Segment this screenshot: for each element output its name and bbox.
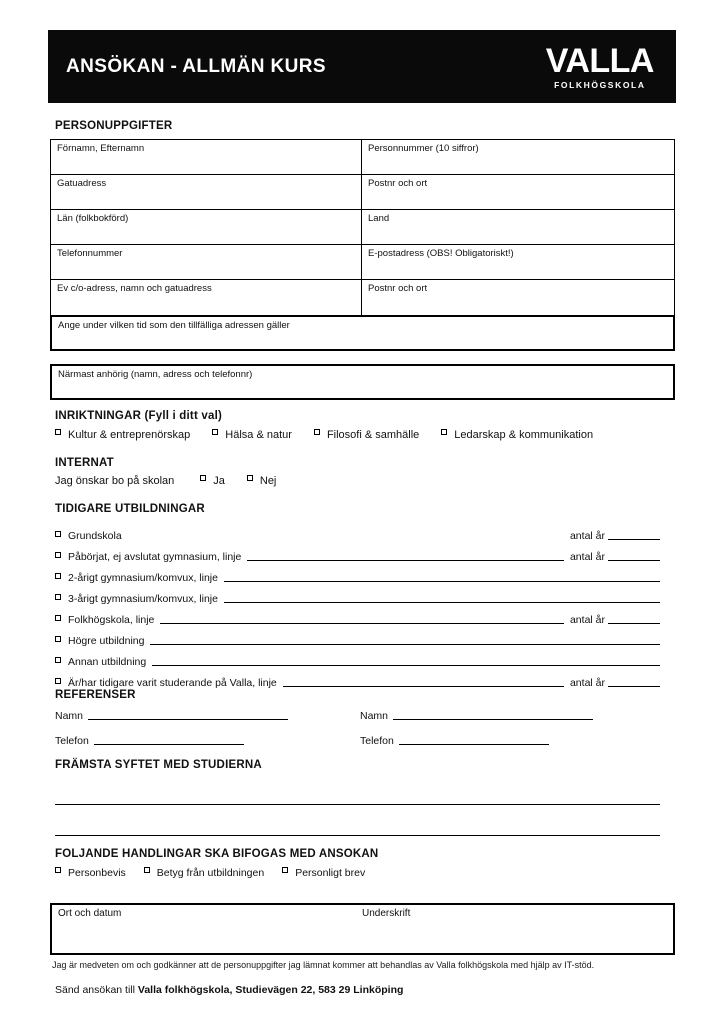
signature-field[interactable]: Underskrift xyxy=(362,908,411,919)
option-ja[interactable] xyxy=(200,475,225,487)
linje-input-line[interactable] xyxy=(283,686,564,687)
consent-text: Jag är medveten om och godkänner att de personuppgifter jag lämnat kommer att behandlas av Valla folkhögskola med hjälp av IT-stöd. xyxy=(52,960,595,970)
section-heading-bifogade-handlingar: FOLJANDE HANDLINGAR SKA BIFOGAS MED ANSOKAN xyxy=(55,848,379,860)
logo-wordmark: VALLA xyxy=(545,41,654,80)
years-label: antal år xyxy=(569,551,605,563)
boarding-question: Jag önskar bo på skolan xyxy=(55,475,175,487)
option-filosofi-samhalle[interactable] xyxy=(314,429,419,441)
logo-subtitle: FOLKHÖGSKOLA xyxy=(554,79,646,90)
checkbox-annan-utbildning[interactable] xyxy=(55,657,61,663)
option-personligt-brev[interactable] xyxy=(282,867,365,879)
years-label: antal år xyxy=(569,530,605,542)
option-label: Betyg från utbildningen xyxy=(156,867,265,879)
field-label: Närmast anhörig (namn, adress och telefonnr) xyxy=(58,369,253,380)
education-label: Folkhögskola, linje xyxy=(68,614,155,626)
field-label: Ev c/o-adress, namn och gatuadress xyxy=(57,283,212,294)
checkbox-paborjat-gymnasium[interactable] xyxy=(55,552,61,558)
checkbox-kultur-entreprenorskap[interactable] xyxy=(55,429,61,435)
field-co-postnr-ort[interactable] xyxy=(362,280,674,315)
form-content xyxy=(50,120,675,996)
education-label: Är/har tidigare varit studerande på Valla, linje xyxy=(68,677,277,689)
option-label: Kultur & entreprenörskap xyxy=(68,429,191,441)
section-heading-internat: INTERNAT xyxy=(55,457,114,469)
field-label: Förnamn, Efternamn xyxy=(57,143,145,154)
education-row-grundskola xyxy=(55,521,660,542)
option-nej[interactable] xyxy=(247,475,277,487)
antal-ar-input-line[interactable] xyxy=(608,686,660,687)
personal-info-table xyxy=(50,139,675,316)
checkbox-ja[interactable] xyxy=(200,475,206,481)
form-title: ANSÖKAN - ALLMÄN KURS xyxy=(66,55,326,77)
option-personbevis[interactable] xyxy=(55,867,126,879)
option-halsa-natur[interactable] xyxy=(212,429,292,441)
phone-label: Telefon xyxy=(55,735,89,747)
section-heading-framsta-syftet: FRÄMSTA SYFTET MED STUDIERNA xyxy=(55,759,262,771)
antal-ar-input-line[interactable] xyxy=(608,560,660,561)
section-heading-referenser: REFERENSER xyxy=(55,689,136,701)
valla-logo xyxy=(545,41,654,90)
education-row-3arigt-gymnasium xyxy=(55,584,660,605)
name-input-line[interactable] xyxy=(88,719,288,720)
education-label: Påbörjat, ej avslutat gymnasium, linje xyxy=(68,551,242,563)
field-fornamn-efternamn[interactable] xyxy=(51,140,362,175)
field-lan[interactable] xyxy=(51,210,362,245)
checkbox-hogre-utbildning[interactable] xyxy=(55,636,61,642)
education-list xyxy=(50,521,675,689)
name-input-line[interactable] xyxy=(393,719,593,720)
option-label: Personligt brev xyxy=(295,867,366,879)
years-label: antal år xyxy=(569,677,605,689)
antal-ar-input-line[interactable] xyxy=(608,539,660,540)
section-heading-personuppgifter: PERSONUPPGIFTER xyxy=(55,120,173,132)
option-label: Ledarskap & kommunikation xyxy=(454,429,594,441)
checkbox-folkhogskola[interactable] xyxy=(55,615,61,621)
signature-box xyxy=(50,903,675,955)
antal-ar-input-line[interactable] xyxy=(608,623,660,624)
field-gatuadress[interactable] xyxy=(51,175,362,210)
place-date-field[interactable]: Ort och datum xyxy=(58,908,122,919)
orientation-options xyxy=(50,429,675,441)
field-personnummer[interactable] xyxy=(362,140,674,175)
checkbox-nej[interactable] xyxy=(247,475,253,481)
education-row-valla-studerande xyxy=(55,668,660,689)
boarding-question-row xyxy=(50,475,675,487)
education-row-annan-utbildning xyxy=(55,647,660,668)
phone-input-line[interactable] xyxy=(399,744,549,745)
references-phone-row xyxy=(50,735,675,747)
section-heading-tidigare-utbildningar: TIDIGARE UTBILDNINGAR xyxy=(55,503,205,515)
option-label: Nej xyxy=(259,475,277,487)
attachment-options xyxy=(50,867,675,879)
option-label: Personbevis xyxy=(68,867,126,879)
send-prefix: Sänd ansökan till xyxy=(55,984,135,996)
section-heading-inriktningar: INRIKTNINGAR (Fyll i ditt val) xyxy=(55,410,222,422)
phone-input-line[interactable] xyxy=(94,744,244,745)
checkbox-personbevis[interactable] xyxy=(55,867,61,873)
education-label: Högre utbildning xyxy=(68,635,145,647)
education-label: 3-årigt gymnasium/komvux, linje xyxy=(68,593,218,605)
field-label: Land xyxy=(368,213,390,224)
linje-input-line[interactable] xyxy=(247,560,564,561)
references-name-row xyxy=(50,710,675,722)
purpose-answer-line[interactable] xyxy=(55,835,660,836)
name-label: Namn xyxy=(360,710,389,722)
education-label: 2-årigt gymnasium/komvux, linje xyxy=(68,572,218,584)
reference-1-name xyxy=(55,710,360,722)
send-instruction xyxy=(50,984,675,996)
field-label: Postnr och ort xyxy=(368,178,428,189)
field-narmast-anhorig[interactable] xyxy=(50,364,675,400)
option-betyg[interactable] xyxy=(144,867,264,879)
utbildning-input-line[interactable] xyxy=(152,665,660,666)
checkbox-2arigt-gymnasium[interactable] xyxy=(55,573,61,579)
education-row-folkhogskola xyxy=(55,605,660,626)
checkbox-ledarskap-kommunikation[interactable] xyxy=(441,429,447,435)
option-label: Filosofi & samhälle xyxy=(326,429,420,441)
field-label: E-postadress (OBS! Obligatoriskt!) xyxy=(368,248,514,259)
field-label: Telefonnummer xyxy=(57,248,123,259)
checkbox-betyg[interactable] xyxy=(144,867,150,873)
option-label: Hälsa & natur xyxy=(225,429,292,441)
purpose-answer-line[interactable] xyxy=(55,804,660,805)
field-label: Län (folkbokförd) xyxy=(57,213,129,224)
field-tillfallig-adress-tid[interactable] xyxy=(50,315,675,351)
reference-2-phone xyxy=(360,735,665,747)
education-row-hogre-utbildning xyxy=(55,626,660,647)
years-label: antal år xyxy=(569,614,605,626)
education-row-paborjat-gymnasium xyxy=(55,542,660,563)
utbildning-input-line[interactable] xyxy=(150,644,660,645)
field-postnr-ort[interactable] xyxy=(362,175,674,210)
field-label: Postnr och ort xyxy=(368,283,428,294)
checkbox-valla-studerande[interactable] xyxy=(55,678,61,684)
checkbox-grundskola[interactable] xyxy=(55,531,61,537)
field-telefonnummer[interactable] xyxy=(51,245,362,280)
education-label: Grundskola xyxy=(68,530,122,542)
name-label: Namn xyxy=(55,710,84,722)
checkbox-personligt-brev[interactable] xyxy=(282,867,288,873)
school-address: Valla folkhögskola, Studievägen 22, 583 29 Linköping xyxy=(137,984,404,996)
field-epostadress[interactable] xyxy=(362,245,674,280)
education-row-2arigt-gymnasium xyxy=(55,563,660,584)
reference-1-phone xyxy=(55,735,360,747)
field-label: Personnummer (10 siffror) xyxy=(368,143,479,154)
linje-input-line[interactable] xyxy=(224,602,660,603)
linje-input-line[interactable] xyxy=(160,623,564,624)
checkbox-filosofi-samhalle[interactable] xyxy=(314,429,320,435)
option-ledarskap-kommunikation[interactable] xyxy=(441,429,593,441)
reference-2-name xyxy=(360,710,665,722)
linje-input-line[interactable] xyxy=(224,581,660,582)
option-kultur-entreprenorskap[interactable] xyxy=(55,429,190,441)
option-label: Ja xyxy=(213,475,225,487)
field-co-adress[interactable] xyxy=(51,280,362,315)
education-label: Annan utbildning xyxy=(68,656,147,668)
checkbox-halsa-natur[interactable] xyxy=(212,429,218,435)
field-land[interactable] xyxy=(362,210,674,245)
checkbox-3arigt-gymnasium[interactable] xyxy=(55,594,61,600)
form-header xyxy=(48,30,676,103)
phone-label: Telefon xyxy=(360,735,394,747)
field-label: Gatuadress xyxy=(57,178,107,189)
field-label: Ange under vilken tid som den tillfälliga adressen gäller xyxy=(58,320,290,331)
